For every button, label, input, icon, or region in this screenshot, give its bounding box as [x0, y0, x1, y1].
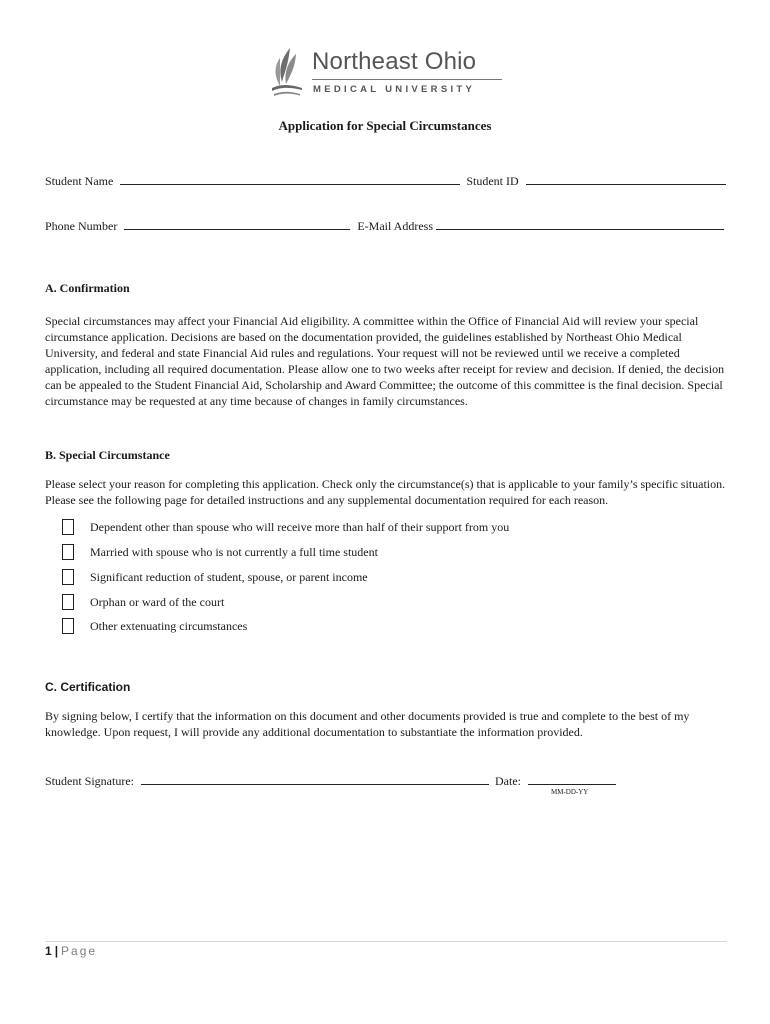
footer-divider [45, 941, 727, 942]
circumstance-option [62, 569, 368, 589]
circumstance-option [62, 519, 509, 539]
checkbox[interactable] [62, 569, 74, 585]
section-c-body: By signing below, I certify that the information on this document and other documents provided is true and complete to the best of my knowledge. Upon request, I will provide any additional documentation to substantiate the information provided. [45, 709, 690, 739]
checkbox[interactable] [62, 594, 74, 610]
option-label: Orphan or ward of the court [90, 594, 225, 609]
checkbox[interactable] [62, 618, 74, 634]
section-c-heading: C. Certification [45, 680, 131, 694]
university-logo [268, 44, 508, 104]
section-a-body: Special circumstances may affect your Financial Aid eligibility. A committee within the Office of Financial Aid will review your special circumstance application. Decisions are based on the documentation provided, the guidelines established by Northeast Ohio Medical University, and federal and state Financial Aid rules and regulations. Your request will not be reviewed until we receive a completed application, including all required documentation. Please allow one to two weeks after receipt for review and decision. If denied, the decision can be appealed to the Student Financial Aid, Scholarship and Award Committee; the outcome of this committee is the final decision. Special circumstance may be requested at any time because of changes in family circumstances. [45, 314, 725, 408]
phone-email-row [45, 217, 724, 234]
student-id-field[interactable] [526, 172, 726, 185]
page-footer [45, 944, 97, 958]
section-b-heading: B. Special Circumstance [45, 448, 170, 462]
phone-number-label: Phone Number [45, 219, 118, 233]
page-word: Page [61, 944, 98, 958]
student-id-label: Student ID [466, 174, 519, 188]
option-label: Married with spouse who is not currently a full time student [90, 544, 378, 559]
option-label: Other extenuating circumstances [90, 618, 248, 633]
logo-subtitle: MEDICAL UNIVERSITY [313, 84, 476, 95]
student-name-label: Student Name [45, 174, 114, 188]
date-field[interactable] [528, 772, 616, 785]
signature-field[interactable] [141, 772, 489, 785]
document-title: Application for Special Circumstances [278, 118, 492, 133]
student-name-field[interactable] [120, 172, 460, 185]
checkbox[interactable] [62, 519, 74, 535]
logo-name: Northeast Ohio [312, 48, 477, 75]
checkbox[interactable] [62, 544, 74, 560]
section-b-body: Please select your reason for completing this application. Check only the circumstance(s) that is applicable to your family’s specific situation. Please see the following page for detailed instructions and any supplemental documentation required for each reason. [45, 477, 726, 507]
page-number: 1 [45, 944, 52, 958]
section-a-heading: A. Confirmation [45, 281, 130, 295]
date-format-hint: MM-DD-YY [551, 788, 589, 796]
page-separator: | [54, 944, 59, 958]
circumstance-option [62, 618, 247, 638]
date-label: Date: [495, 774, 521, 788]
logo-divider [312, 79, 502, 80]
name-id-row [45, 172, 726, 189]
email-label: E-Mail Address [357, 219, 433, 233]
option-label: Significant reduction of student, spouse, or parent income [90, 569, 368, 584]
circumstance-option [62, 594, 224, 614]
option-label: Dependent other than spouse who will receive more than half of their support from you [90, 519, 510, 534]
phone-number-field[interactable] [124, 217, 350, 230]
signature-label: Student Signature: [45, 774, 134, 788]
email-field[interactable] [436, 217, 724, 230]
circumstance-option [62, 544, 378, 564]
signature-row [45, 772, 616, 789]
flame-leaf-emblem-icon [268, 44, 308, 102]
